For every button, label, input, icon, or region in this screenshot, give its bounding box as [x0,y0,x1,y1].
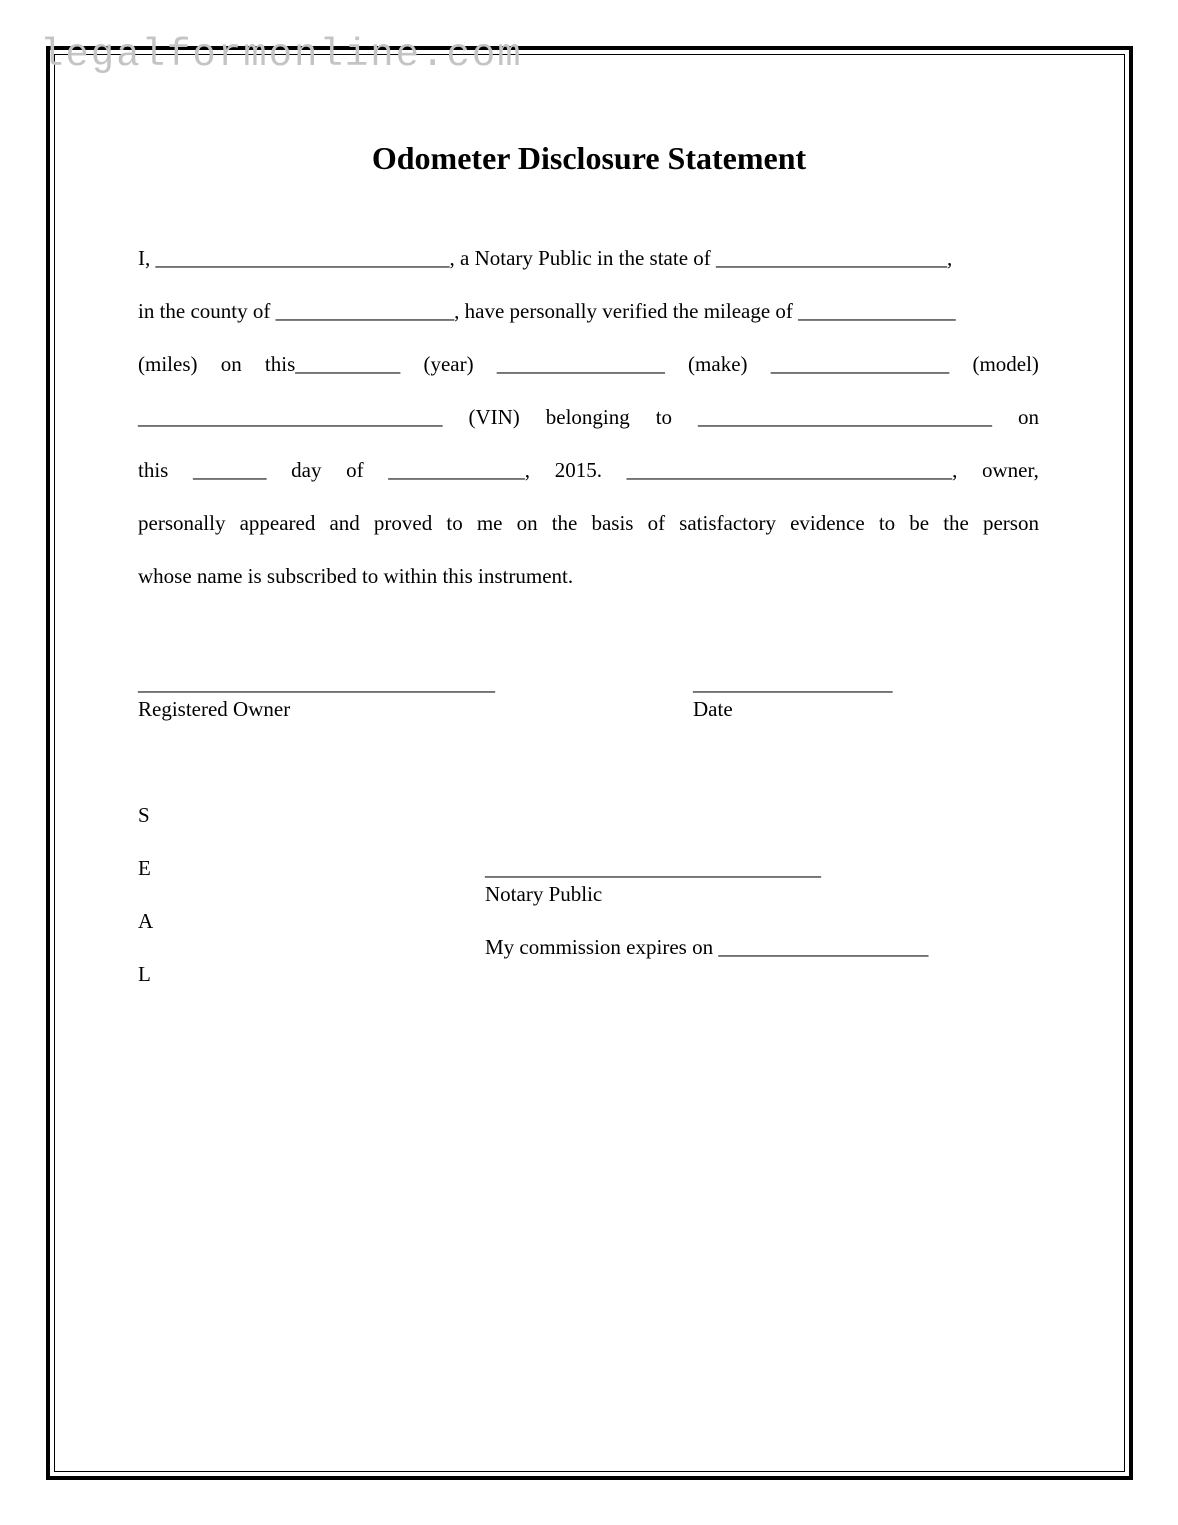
date-line: ___________________ [693,671,893,695]
body-line-3 [138,354,1039,375]
word: basis [591,511,634,535]
word: to [446,511,463,535]
word: 2015. [554,458,602,482]
word: on [220,352,242,376]
seal-letter: E [138,856,151,880]
word: day [291,458,322,482]
word: (make) [688,352,748,376]
word: personally [138,511,226,535]
word: this [138,458,169,482]
seal-letter: L [138,962,151,986]
body-line-6 [138,513,1039,534]
word: satisfactory [679,511,776,535]
word: to [878,511,896,535]
day-blank: _______ [193,458,267,482]
body-line-2: in the county of _________________, have personally verified the mileage of _______________ [138,299,956,323]
commission-expiry: My commission expires on ____________________ [485,935,929,959]
watermark: legalformonline.com [40,33,523,77]
word: and [329,511,360,535]
word: me [476,511,503,535]
body-line-4 [138,407,1039,428]
word: of [647,511,666,535]
document-title: Odometer Disclosure Statement [371,140,807,176]
notary-signature-line: ________________________________ [485,856,821,880]
owner-signature-label: Registered Owner [138,697,291,721]
word: owner, [982,458,1039,482]
word: on [1018,405,1039,429]
seal-letter: A [138,909,154,933]
body-line-1: I, ____________________________, a Notary Public in the state of ______________________, [138,246,953,270]
word: (year) [423,352,474,376]
word: (VIN) [468,405,520,429]
vin-blank: _____________________________ [138,405,443,429]
word: person [982,511,1039,535]
year-blank: this__________ [264,352,401,376]
owner-signature-line: __________________________________ [138,671,495,695]
month-blank: _____________, [388,458,531,482]
owner-blank: _______________________________, [626,458,958,482]
word: on [516,511,538,535]
word: evidence [790,511,865,535]
model-blank: _________________ [770,352,950,376]
word: (model) [972,352,1039,376]
word: proved [373,511,433,535]
body-line-5 [138,460,1039,481]
seal-letter: S [138,803,150,827]
make-blank: ________________ [496,352,665,376]
word: the [551,511,578,535]
body-line-7: whose name is subscribed to within this instrument. [138,564,574,588]
word: of [346,458,364,482]
date-label: Date [693,697,733,721]
owner-name-blank: ____________________________ [698,405,993,429]
word: belonging [545,405,630,429]
word: the [943,511,969,535]
word: be [909,511,930,535]
notary-signature-label: Notary Public [485,882,603,906]
word: (miles) [138,352,198,376]
word: appeared [239,511,316,535]
word: to [655,405,673,429]
